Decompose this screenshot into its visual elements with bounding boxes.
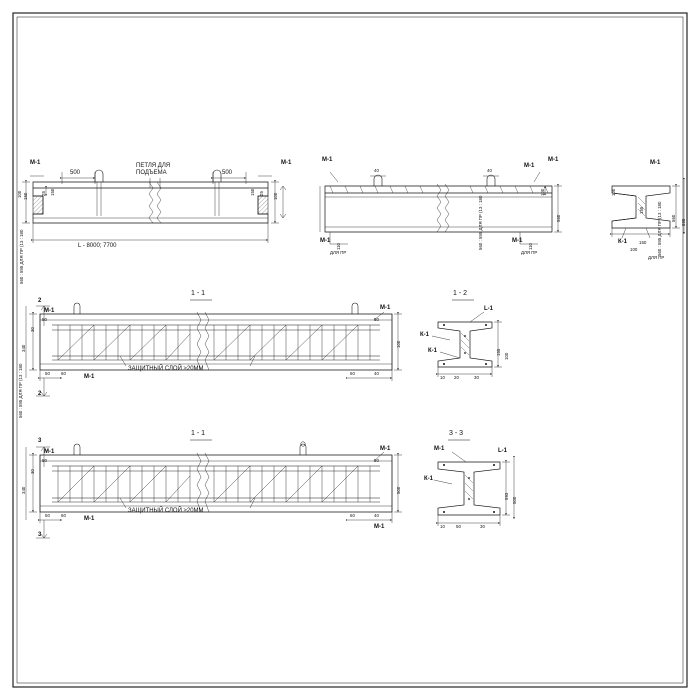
view-elevation-left <box>22 170 286 243</box>
section-mark-3-bottom: 3 <box>38 532 42 538</box>
mark-m1-lower-right: М-1 <box>380 446 391 452</box>
dim-100-profile-b: 100 <box>630 247 638 252</box>
dim-50-sec11-b: 50 <box>374 317 379 322</box>
for-pr-note-a: ДЛЯ ПР <box>330 250 347 255</box>
dim-155-sec12: 155 <box>496 348 501 356</box>
dim-60-sec11-b: 60 <box>350 371 355 376</box>
dim-40-a: 40 <box>374 168 379 173</box>
dim-20-sec12: 20 <box>454 375 459 380</box>
section-3-3-title: 3 - 3 <box>449 430 464 437</box>
dim-40-sec11: 40 <box>374 371 379 376</box>
mark-m1-elev-right-5: М-1 <box>512 238 523 244</box>
dim-30-lower: 30 <box>30 469 35 474</box>
mark-l1-sec12: L-1 <box>484 306 493 312</box>
sheet-border <box>13 13 687 687</box>
mark-m1-elev-right-1: М-1 <box>322 157 333 163</box>
view-section-1-1 <box>26 300 402 396</box>
dim-25-right: 25 <box>259 191 264 196</box>
mark-m1-lower-bottom2: М-1 <box>374 524 385 530</box>
dim-100-left: 100 <box>17 190 22 198</box>
dim-10-sec33: 10 <box>440 524 445 529</box>
dim-30-sec33: 30 <box>480 524 485 529</box>
mark-m1-elev-right-4: М-1 <box>320 238 331 244</box>
dim-50-sec11-a: 50 <box>42 317 47 322</box>
section-mark-3-top: 3 <box>38 438 42 444</box>
dim-50-lower-c: 50 <box>45 513 50 518</box>
dim-500-right: 500 <box>222 170 233 176</box>
dim-560-595-mid: 560 : 595 ДЛЯ ПР (13 : 180 <box>478 195 483 250</box>
dim-560-right: 560 <box>556 214 561 222</box>
mark-m1-sec11-right: М-1 <box>380 305 391 311</box>
dim-40-b: 40 <box>487 168 492 173</box>
dim-50-lower-b: 50 <box>374 458 379 463</box>
dim-100-right: 100 <box>273 192 278 200</box>
mark-m1-sec33: М-1 <box>434 446 445 452</box>
mark-k1-sec12-b: К-1 <box>428 348 437 354</box>
dim-560-595-profile: 560 : 595 ДЛЯ ПР (13 : 180 <box>657 201 662 256</box>
section-mark-2-bottom: 2 <box>38 391 42 397</box>
mark-m1-elev-right-2: М-1 <box>548 157 559 163</box>
mark-k1-sec33: К-1 <box>424 476 433 482</box>
dim-40-lower: 40 <box>374 513 379 518</box>
mark-m1-sec11-top: М-1 <box>44 308 55 314</box>
view-section-lower <box>26 440 402 538</box>
dim-560-595-left: 560 : 595 ДЛЯ ПР (13 : 180 <box>19 229 24 284</box>
mark-m1-sec11-bottom: М-1 <box>84 374 95 380</box>
dim-110-b: 110 <box>528 243 533 250</box>
loop-note-line2: ПОДЪЕМА <box>136 170 167 176</box>
dim-150-left-a: 150 <box>23 192 28 200</box>
dim-110-a: 110 <box>336 243 341 250</box>
section-lower-title: 1 - 1 <box>191 430 206 437</box>
dim-340-sec11: 340 <box>21 344 26 352</box>
view-section-profile-top-right <box>612 180 684 238</box>
dim-10-sec12: 10 <box>440 375 445 380</box>
mark-l1-sec33: L-1 <box>498 448 507 454</box>
dim-155-profile: 155 <box>639 206 644 214</box>
mark-k1-sec12-a: К-1 <box>420 332 429 338</box>
dim-60-lower-b: 60 <box>350 513 355 518</box>
dim-100-profile: 100 <box>611 188 616 196</box>
dim-50-sec11-c: 50 <box>45 371 50 376</box>
mark-m1-profile: М-1 <box>650 160 661 166</box>
mark-m1-elev-left-2: М-1 <box>281 160 292 166</box>
dim-100-right2: 100 <box>540 188 545 196</box>
dim-30-sec12: 30 <box>474 375 479 380</box>
section-1-2-title: 1 - 2 <box>453 290 468 297</box>
section-mark-2-top: 2 <box>38 298 42 304</box>
dim-150-profile: 150 <box>639 240 647 245</box>
dim-60-sec11-a: 60 <box>61 371 66 376</box>
view-elevation-right <box>320 172 562 244</box>
protective-layer-note-upper: ЗАЩИТНЫЙ СЛОЙ ≥20ММ <box>128 366 204 372</box>
dim-150-left-b: 150 <box>50 188 55 196</box>
dim-25-left: 25 <box>41 191 46 196</box>
dim-560-595-sec11: 560 : 595 ДЛЯ ПР (13 : 180 <box>18 363 23 418</box>
dim-560-profile: 560 <box>671 214 676 222</box>
dim-150-right-a: 150 <box>250 188 255 196</box>
dim-50-lower-a: 50 <box>42 458 47 463</box>
overall-length-note: L - 8000; 7700 <box>78 243 117 249</box>
dim-593-sec33: 593 <box>504 492 509 500</box>
dim-60-lower-a: 60 <box>61 513 66 518</box>
dim-100-sec12: 100 <box>504 352 509 360</box>
mark-m1-elev-right-3: М-1 <box>524 163 535 169</box>
loop-note-line1: ПЕТЛЯ ДЛЯ <box>136 163 171 169</box>
section-1-1-title: 1 - 1 <box>191 290 206 297</box>
for-pr-note-c: ДЛЯ ПР <box>648 255 665 260</box>
for-pr-note-b: ДЛЯ ПР <box>521 250 538 255</box>
mark-m1-lower-top: М-1 <box>44 449 55 455</box>
mark-k1-profile: К-1 <box>618 239 627 245</box>
dim-50-sec33: 50 <box>456 524 461 529</box>
protective-layer-note-lower: ЗАЩИТНЫЙ СЛОЙ ≥20ММ <box>128 508 204 514</box>
dim-340-lower: 340 <box>21 486 26 494</box>
mark-m1-lower-bottom: М-1 <box>84 516 95 522</box>
dim-500-lower: 500 <box>396 486 401 494</box>
dim-500-sec33: 500 <box>512 496 517 504</box>
dim-100-sec11: 100 <box>396 340 401 348</box>
dim-595-profile: 595 <box>681 218 686 226</box>
dim-30-sec11: 30 <box>30 327 35 332</box>
mark-m1-elev-left-1: М-1 <box>30 160 41 166</box>
dim-500-left: 500 <box>70 170 81 176</box>
